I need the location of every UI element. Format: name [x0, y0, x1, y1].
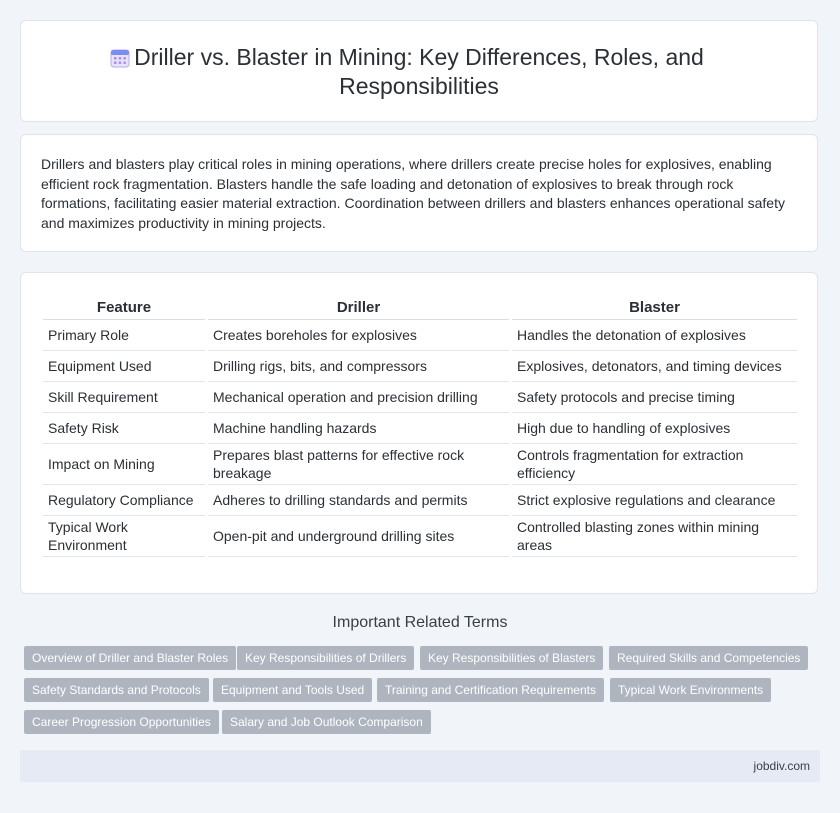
comparison-card — [20, 272, 818, 594]
feature-cell: Primary Role — [43, 320, 205, 351]
blaster-cell: High due to handling of explosives — [512, 413, 797, 444]
related-tag[interactable]: Equipment and Tools Used — [213, 678, 372, 702]
blaster-cell: Controls fragmentation for extraction efficiency — [512, 444, 797, 485]
table-header-row — [43, 295, 797, 320]
header-driller: Driller — [208, 295, 509, 320]
related-tag[interactable]: Typical Work Environments — [610, 678, 771, 702]
feature-cell: Equipment Used — [43, 351, 205, 382]
feature-cell: Impact on Mining — [43, 444, 205, 485]
page-title — [21, 43, 817, 101]
blaster-cell: Explosives, detonators, and timing devices — [512, 351, 797, 382]
page-title-line-2: Responsibilities — [339, 73, 499, 99]
related-tag[interactable]: Salary and Job Outlook Comparison — [222, 710, 431, 734]
table-row — [43, 516, 797, 557]
related-tag[interactable]: Key Responsibilities of Drillers — [237, 646, 414, 670]
table-row — [43, 444, 797, 485]
driller-cell: Mechanical operation and precision drilling — [208, 382, 509, 413]
page-title-line-1: Driller vs. Blaster in Mining: Key Differences, Roles, and — [134, 44, 704, 70]
blaster-cell: Strict explosive regulations and clearance — [512, 485, 797, 516]
related-tag[interactable]: Key Responsibilities of Blasters — [420, 646, 603, 670]
driller-cell: Adheres to drilling standards and permits — [208, 485, 509, 516]
related-tag[interactable]: Required Skills and Competencies — [609, 646, 808, 670]
related-tag[interactable]: Safety Standards and Protocols — [24, 678, 209, 702]
related-tag[interactable]: Career Progression Opportunities — [24, 710, 219, 734]
driller-cell: Creates boreholes for explosives — [208, 320, 509, 351]
feature-cell: Safety Risk — [43, 413, 205, 444]
table-row — [43, 413, 797, 444]
intro-text: Drillers and blasters play critical roles in mining operations, where drillers create precise holes for explosives, enabling efficient rock fragmentation. Blasters handle the safe loading and detonation of explosives to break through rock formations, facilitating easier material extraction. Coordination between drillers and blasters enhances operational safety and maximizes productivity in mining projects. — [41, 156, 785, 231]
driller-cell: Machine handling hazards — [208, 413, 509, 444]
related-tag[interactable]: Overview of Driller and Blaster Roles — [24, 646, 236, 670]
driller-cell: Drilling rigs, bits, and compressors — [208, 351, 509, 382]
header-feature: Feature — [43, 295, 205, 320]
related-tag[interactable]: Training and Certification Requirements — [377, 678, 604, 702]
blaster-cell: Safety protocols and precise timing — [512, 382, 797, 413]
feature-cell: Typical Work Environment — [43, 516, 205, 557]
table-row — [43, 351, 797, 382]
driller-cell: Open-pit and underground drilling sites — [208, 516, 509, 557]
intro-card — [20, 134, 818, 252]
driller-cell: Prepares blast patterns for effective rock breakage — [208, 444, 509, 485]
footer — [20, 750, 820, 782]
blaster-cell: Handles the detonation of explosives — [512, 320, 797, 351]
header-blaster: Blaster — [512, 295, 797, 320]
blaster-cell: Controlled blasting zones within mining areas — [512, 516, 797, 557]
feature-cell: Skill Requirement — [43, 382, 205, 413]
related-terms-title: Important Related Terms — [332, 614, 508, 631]
feature-cell: Regulatory Compliance — [43, 485, 205, 516]
comparison-table — [43, 295, 797, 557]
table-row — [43, 320, 797, 351]
table-row — [43, 485, 797, 516]
header-card — [20, 20, 818, 122]
table-row — [43, 382, 797, 413]
footer-site-link[interactable]: jobdiv.com — [753, 759, 810, 773]
